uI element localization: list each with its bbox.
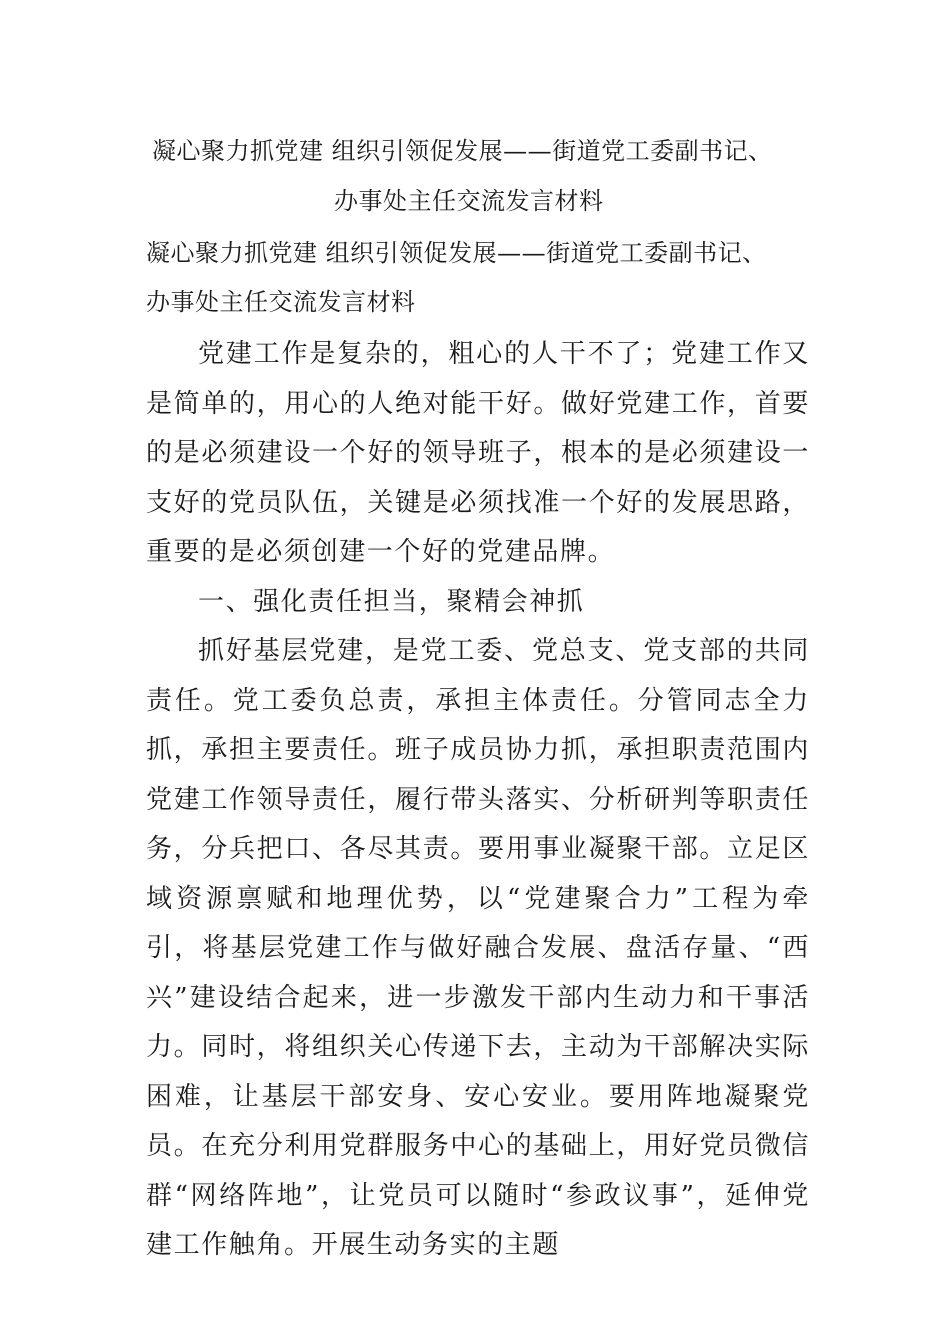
document-title-line-2: 办事处主任交流发言材料 (334, 187, 604, 215)
document-subtitle-line-1: 凝心聚力抓党建 组织引领促发展——街道党工委副书记、 (146, 239, 767, 267)
section-heading-1: 一、强化责任担当，聚精会神抓 (198, 586, 585, 617)
intro-paragraph: 党建工作是复杂的，粗心的人干不了；党建工作又是简单的，用心的人绝对能干好。做好党建工作，首要的是必须建设一个好的领导班子，根本的是必须建设一支好的党员队伍，关键是必须找准一个好的发展思路，重要的是必须创建一个好的党建品牌。 (146, 339, 810, 567)
section-1-paragraph: 抓好基层党建，是党工委、党总支、党支部的共同责任。党工委负总责，承担主体责任。分管同志全力抓，承担主要责任。班子成员协力抓，承担职责范围内党建工作领导责任，履行带头落实、分析研判等职责任务，分兵把口、各尽其责。要用事业凝聚干部。立足区域资源禀赋和地理优势，以“党建聚合力”工程为牵引，将基层党建工作与做好融合发展、盘活存量、“西兴”建设结合起来，进一步激发干部内生动力和干事活力。同时，将组织关心传递下去，主动为干部解决实际困难，让基层干部安身、安心安业。要用阵地凝聚党员。在充分利用党群服务中心的基础上，用好党员微信群“网络阵地”，让党员可以随时“参政议事”，延伸党建工作触角。开展生动务实的主题 (146, 636, 810, 1260)
document-title-line-1: 凝心聚力抓党建 组织引领促发展——街道党工委副书记、 (152, 137, 773, 165)
document-subtitle-line-2: 办事处主任交流发言材料 (146, 288, 416, 316)
document-body (146, 330, 810, 1271)
